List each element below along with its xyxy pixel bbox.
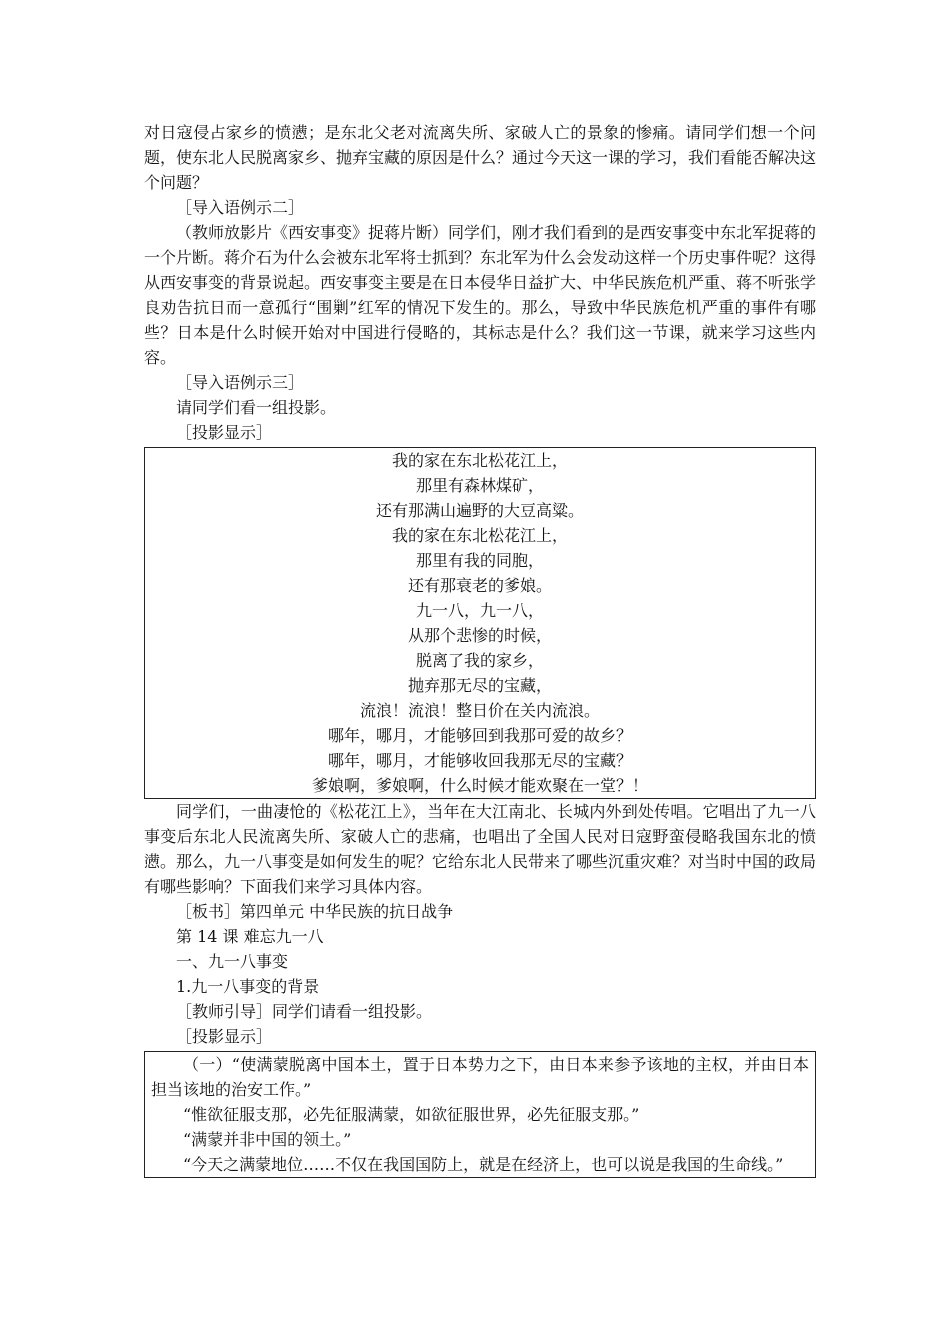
intro-paragraph-continued: 对日寇侵占家乡的愤懑；是东北父老对流离失所、家破人亡的景象的惨痛。请同学们想一个问题，使东北人民脱离家乡、抛弃宝藏的原因是什么？通过今天这一课的学习，我们看能否解决这个问题？	[144, 123, 817, 192]
document-page	[144, 120, 816, 1178]
example3-heading: ［导入语例示三］	[176, 373, 305, 392]
after-song-paragraph: 同学们，一曲凄怆的《松花江上》，当年在大江南北、长城内外到处传唱。它唱出了九一八事变后东北人民流离失所、家破人亡的悲痛，也唱出了全国人民对日寇野蛮侵略我国东北的愤懑。那么，九一八事变是如何发生的呢？它给东北人民带来了哪些沉重灾难？对当时中国的政局有哪些影响？下面我们来学习具体内容。	[144, 802, 817, 896]
song-line: 那里有森林煤矿，	[415, 476, 544, 495]
board-writing: ［板书］第四单元 中华民族的抗日战争	[176, 902, 454, 921]
song-line: 脱离了我的家乡，	[415, 651, 544, 670]
teacher-guide: ［教师引导］同学们请看一组投影。	[176, 1002, 433, 1021]
quote: “满蒙并非中国的领土。”	[183, 1130, 352, 1149]
song-line: 流浪！流浪！整日价在关内流浪。	[359, 701, 600, 720]
song-line: 我的家在东北松花江上，	[391, 451, 568, 470]
example2-heading: ［导入语例示二］	[176, 198, 305, 217]
lesson-title: 第 14 课 难忘九一八	[176, 927, 324, 946]
song-line: 九一八，九一八，	[415, 601, 544, 620]
song-line: 还有那衰老的爹娘。	[407, 576, 552, 595]
quote: “今天之满蒙地位……不仅在我国国防上，就是在经济上，也可以说是我国的生命线。”	[183, 1155, 784, 1174]
projection-heading: ［投影显示］	[176, 1027, 273, 1046]
song-line: 我的家在东北松花江上，	[391, 526, 568, 545]
song-line: 爹娘啊，爹娘啊，什么时候才能欢聚在一堂？！	[311, 776, 648, 795]
quote: “惟欲征服支那，必先征服满蒙，如欲征服世界，必先征服支那。”	[183, 1105, 640, 1124]
example2-body: （教师放影片《西安事变》捉蒋片断）同学们，刚才我们看到的是西安事变中东北军捉蒋的一个片断。蒋介石为什么会被东北军将士抓到？东北军为什么会发动这样一个历史事件呢？这得从西安事变的背景说起。西安事变主要是在日本侵华日益扩大、中华民族危机严重、蒋不听张学良劝告抗日而一意孤行“围剿”红军的情况下发生的。那么，导致中华民族危机严重的事件有哪些？日本是什么时候开始对中国进行侵略的，其标志是什么？我们这一节课，就来学习这些内容。	[144, 223, 817, 367]
subsection-heading: 1.九一八事变的背景	[176, 977, 320, 996]
song-line: 那里有我的同胞，	[415, 551, 544, 570]
projection-heading: ［投影显示］	[176, 423, 273, 442]
song-line: 抛弃那无尽的宝藏，	[407, 676, 552, 695]
example3-body: 请同学们看一组投影。	[176, 398, 337, 417]
song-line: 从那个悲惨的时候，	[407, 626, 552, 645]
quote: （一）“使满蒙脱离中国本土，置于日本势力之下，由日本来参予该地的主权，并由日本担当该地的治安工作。”	[151, 1055, 809, 1099]
song-line: 哪年，哪月，才能够回到我那可爱的故乡？	[327, 726, 632, 745]
quotes-box	[144, 1051, 816, 1178]
section-heading: 一、九一八事变	[176, 952, 289, 971]
song-line: 哪年，哪月，才能够收回我那无尽的宝藏？	[327, 751, 632, 770]
song-line: 还有那满山遍野的大豆高粱。	[375, 501, 584, 520]
song-lyrics-box	[144, 447, 816, 799]
